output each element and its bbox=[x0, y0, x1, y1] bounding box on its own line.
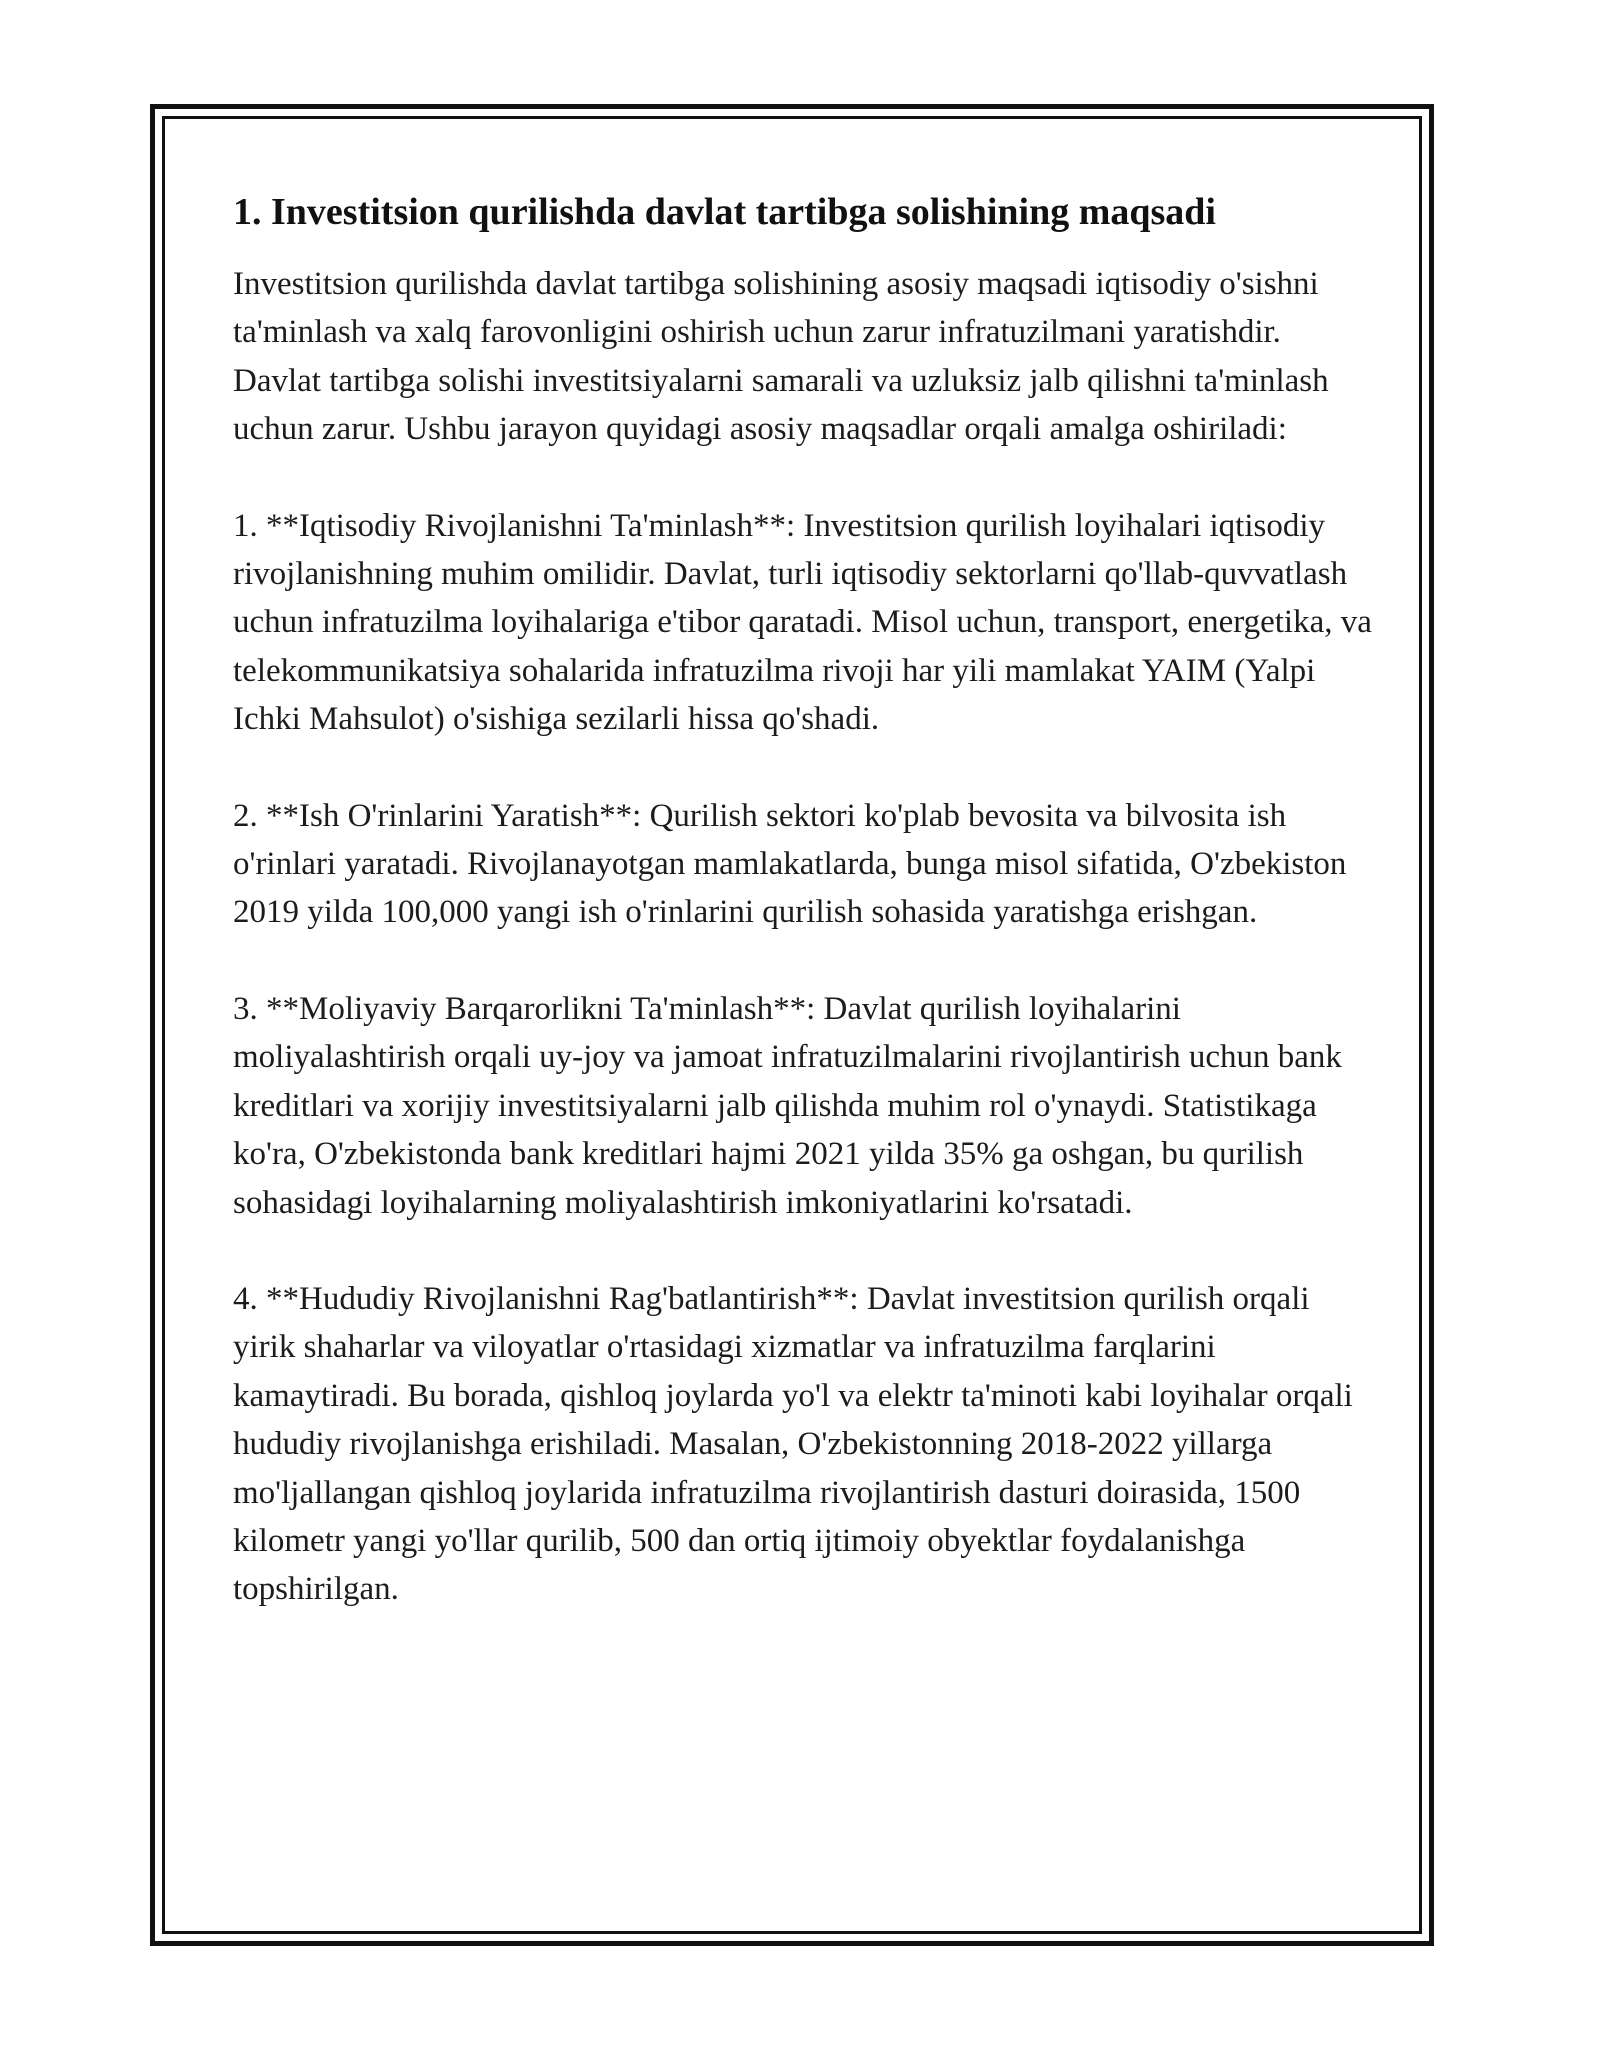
intro-paragraph: Investitsion qurilishda davlat tartibga solishining asosiy maqsadi iqtisodiy o'sishni ta'minlash va xalq farovonligini oshirish uchun zarur infratuzilmani yaratishdir. Davlat tartibga solishi investitsiyalarni samarali va uzluksiz jalb qilishni ta'minlash uchun zarur. Ushbu jarayon quyidagi asosiy maqsadlar orqali amalga oshiriladi: bbox=[233, 266, 1329, 448]
section-title: 1. Investitsion qurilishda davlat tartibga solishining maqsadi bbox=[233, 191, 1216, 233]
goal-paragraph-job-creation: 2. **Ish O'rinlarini Yaratish**: Qurilish sektori ko'plab bevosita va bilvosita ish o'rinlari yaratadi. Rivojlanayotgan mamlakatlarda, bunga misol sifatida, O'zbekiston 2019 yilda 100,000 yangi ish o'rinlarini qurilish sohasida yaratishga erishgan. bbox=[233, 797, 1347, 931]
goal-paragraph-economic-development: 1. **Iqtisodiy Rivojlanishni Ta'minlash**: Investitsion qurilish loyihalari iqtisodiy rivojlanishning muhim omilidir. Davlat, turli iqtisodiy sektorlarni qo'llab-quvvatlash uchun infratuzilma loyihalariga e'tibor qaratadi. Misol uchun, transport, energetika, va telekommunikatsiya sohalarida infratuzilma rivoji har yili mamlakat YAIM (Yalpi Ichki Mahsulot) o'sishiga sezilarli hissa qo'shadi. bbox=[233, 507, 1372, 738]
document-body bbox=[233, 182, 1373, 1614]
goal-paragraph-regional-development: 4. **Hududiy Rivojlanishni Rag'batlantirish**: Davlat investitsion qurilish orqali yirik shaharlar va viloyatlar o'rtasidagi xizmatlar va infratuzilma farqlarini kamaytiradi. Bu borada, qishloq joylarda yo'l va elektr ta'minoti kabi loyihalar orqali hududiy rivojlanishga erishiladi. Masalan, O'zbekistonning 2018-2022 yillarga mo'ljallangan qishloq joylarida infratuzilma rivojlantirish dasturi doirasida, 1500 kilometr yangi yo'llar qurilib, 500 dan ortiq ijtimoiy obyektlar foydalanishga topshirilgan. bbox=[233, 1280, 1353, 1608]
goal-paragraph-financial-stability: 3. **Moliyaviy Barqarorlikni Ta'minlash**: Davlat qurilish loyihalarini moliyalashtirish orqali uy-joy va jamoat infratuzilmalarini rivojlantirish uchun bank kreditlari va xorijiy investitsiyalarni jalb qilishda muhim rol o'ynaydi. Statistikaga ko'ra, O'zbekistonda bank kreditlari hajmi 2021 yilda 35% ga oshgan, bu qurilish sohasidagi loyihalarning moliyalashtirish imkoniyatlarini ko'rsatadi. bbox=[233, 990, 1342, 1221]
